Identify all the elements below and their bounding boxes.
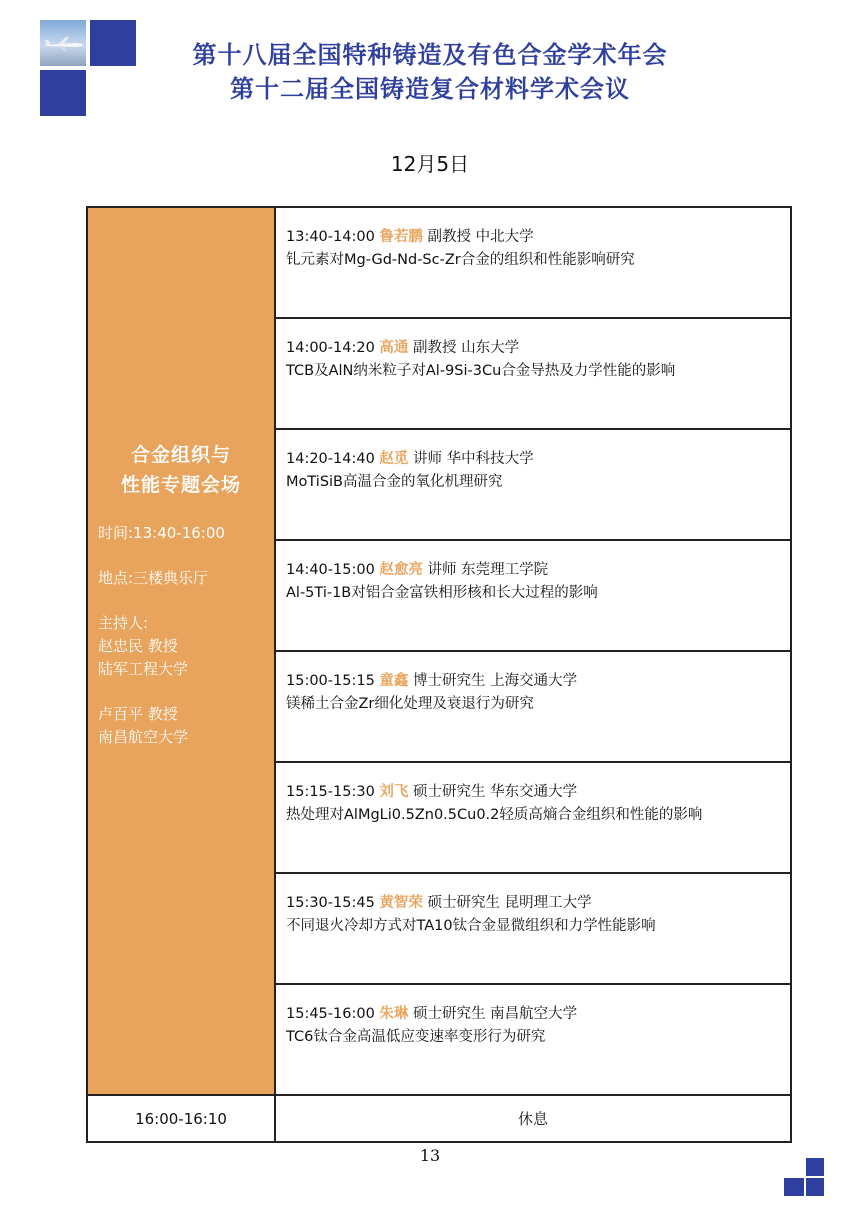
speaker-name: 鲁若鹏	[379, 229, 423, 245]
page-number: 13	[419, 1146, 441, 1165]
logo-square	[90, 20, 136, 66]
speaker-role: 副教授 山东大学	[413, 340, 520, 356]
speaker-name: 朱琳	[379, 1006, 409, 1022]
talk-cell	[275, 540, 791, 651]
speaker-role: 讲师 东莞理工学院	[427, 562, 549, 578]
host-label: 主持人:	[98, 614, 149, 632]
talk-title: Al-5Ti-1B对铝合金富铁相形核和长大过程的影响	[286, 585, 598, 601]
airplane-icon	[44, 36, 84, 52]
talk-title: 钆元素对Mg-Gd-Nd-Sc-Zr合金的组织和性能影响研究	[286, 252, 635, 268]
speaker-name: 童鑫	[379, 673, 409, 689]
speaker-name: 赵觅	[379, 451, 409, 467]
conference-header	[150, 38, 710, 106]
speaker-role: 副教授 中北大学	[427, 229, 534, 245]
talk-time: 13:40-14:00	[286, 229, 375, 245]
talk-title: MoTiSiB高温合金的氧化机理研究	[286, 474, 503, 490]
talk-time: 14:40-15:00	[286, 562, 375, 578]
talk-title: TCB及AlN纳米粒子对Al-9Si-3Cu合金导热及力学性能的影响	[286, 363, 676, 379]
session-location: 地点:三楼典乐厅	[98, 569, 209, 587]
conference-logo	[40, 20, 136, 116]
talk-title: TC6钛合金高温低应变速率变形行为研究	[286, 1029, 546, 1045]
speaker-role: 硕士研究生 昆明理工大学	[427, 895, 592, 911]
session-title: 合金组织与 性能专题会场	[120, 444, 241, 496]
talk-cell	[275, 762, 791, 873]
host-name: 卢百平 教授	[98, 705, 178, 723]
speaker-name: 黄智荣	[379, 895, 423, 911]
schedule-date: 12月5日	[390, 152, 470, 176]
speaker-role: 硕士研究生 南昌航空大学	[413, 1006, 578, 1022]
talk-cell	[275, 318, 791, 429]
host-name: 赵忠民 教授	[98, 637, 178, 655]
speaker-role: 讲师 华中科技大学	[413, 451, 534, 467]
host-org: 陆军工程大学	[98, 660, 189, 678]
session-details	[88, 500, 274, 749]
talk-cell	[275, 984, 791, 1095]
host-org: 南昌航空大学	[98, 728, 189, 746]
header-line-1: 第十八届全国特种铸造及有色合金学术年会	[192, 41, 668, 69]
speaker-name: 高通	[379, 340, 409, 356]
talk-time: 15:30-15:45	[286, 895, 375, 911]
speaker-role: 博士研究生 上海交通大学	[413, 673, 578, 689]
talk-time: 14:00-14:20	[286, 340, 375, 356]
talk-time: 15:45-16:00	[286, 1006, 375, 1022]
break-time-cell: 16:00-16:10	[87, 1095, 275, 1142]
talk-cell	[275, 207, 791, 318]
corner-square	[806, 1178, 824, 1196]
corner-decoration	[784, 1158, 824, 1196]
speaker-name: 刘飞	[379, 784, 409, 800]
session-info-cell	[87, 207, 275, 1095]
talk-title: 镁稀土合金Zr细化处理及衰退行为研究	[286, 696, 534, 712]
airplane-photo-tile	[40, 20, 86, 66]
speaker-name: 赵愈亮	[379, 562, 423, 578]
talk-cell	[275, 429, 791, 540]
talk-time: 15:00-15:15	[286, 673, 375, 689]
header-line-2: 第十二届全国铸造复合材料学术会议	[230, 75, 630, 103]
break-label-cell: 休息	[275, 1095, 791, 1142]
talk-time: 14:20-14:40	[286, 451, 375, 467]
corner-square	[806, 1158, 824, 1176]
talk-title: 热处理对AlMgLi0.5Zn0.5Cu0.2轻质高熵合金组织和性能的影响	[286, 807, 703, 823]
schedule-table	[86, 206, 792, 1143]
logo-square	[40, 70, 86, 116]
talk-cell	[275, 651, 791, 762]
talk-cell	[275, 873, 791, 984]
corner-square	[784, 1178, 804, 1196]
speaker-role: 硕士研究生 华东交通大学	[413, 784, 578, 800]
talk-time: 15:15-15:30	[286, 784, 375, 800]
session-time: 时间:13:40-16:00	[98, 524, 225, 542]
talk-title: 不同退火冷却方式对TA10钛合金显微组织和力学性能影响	[286, 918, 656, 934]
